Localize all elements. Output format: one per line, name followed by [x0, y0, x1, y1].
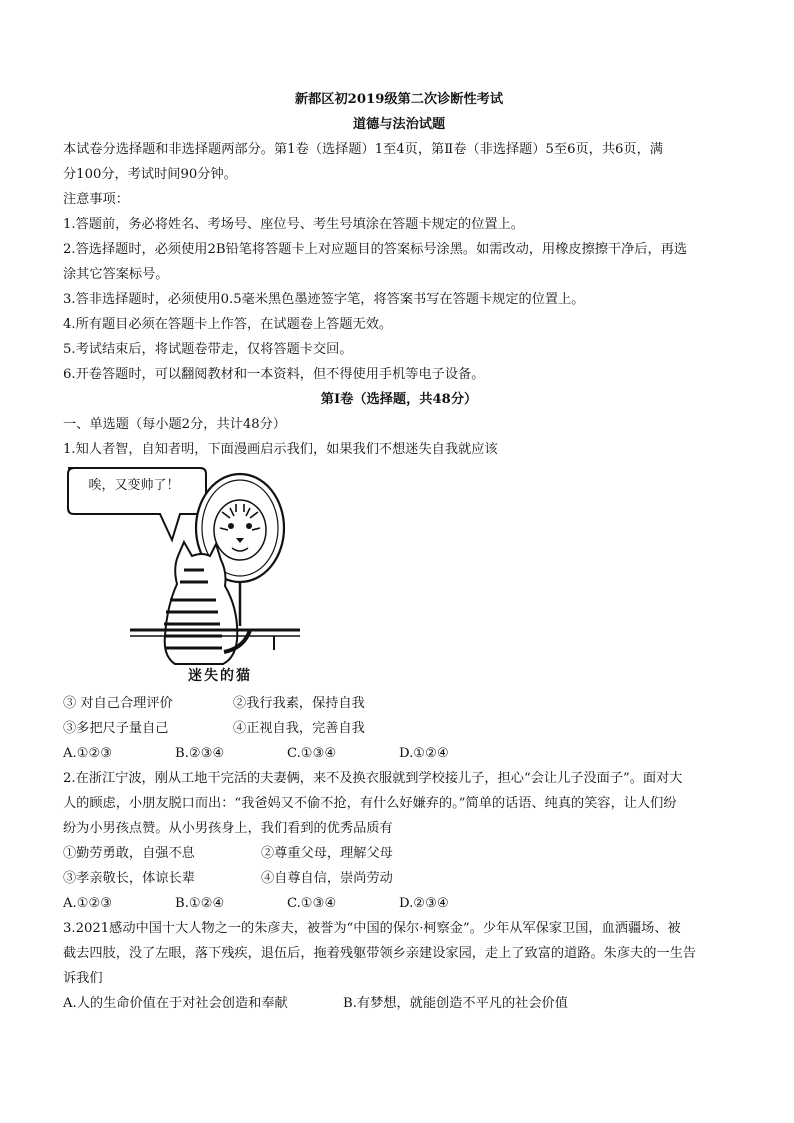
q2-line-3: 纷为小男孩点赞。从小男孩身上，我们看到的优秀品质有: [63, 821, 393, 836]
note-3: 3.答非选择题时，必须使用0.5毫米黑色墨迹签字笔，将答案书写在答题卡规定的位置上。: [63, 292, 585, 307]
q3-line-3: 诉我们: [63, 971, 103, 986]
q3-option-b: B.有梦想，就能创造不平凡的社会价值: [343, 996, 568, 1011]
q2-statement-4: ④自尊自信，崇尚劳动: [261, 871, 393, 886]
q1-statement-2: ②我行我素，保持自我: [233, 696, 365, 711]
note-6: 6.开卷答题时，可以翻阅教材和一本资料，但不得使用手机等电子设备。: [63, 367, 485, 382]
question-type: 一、单选题（每小题2分，共计48分）: [63, 417, 286, 432]
q1-statement-3: ③多把尺子量自己: [63, 721, 169, 736]
subject-title: 道德与法治试题: [352, 117, 446, 132]
intro-line-1: 本试卷分选择题和非选择题两部分。第1卷（选择题）1至4页，第Ⅱ卷（非选择题）5至6页，共6页，满: [63, 142, 663, 157]
q2-statement-1: ①勤劳勇敢，自强不息: [63, 846, 195, 861]
exam-title: 新都区初2019级第二次诊断性考试: [294, 92, 504, 107]
q1-option-c: C.①③④: [287, 746, 337, 761]
q2-option-d: D.②③④: [399, 896, 449, 911]
q3-option-a: A.人的生命价值在于对社会创造和奉献: [63, 996, 288, 1011]
q1-stem: 1.知人者智，自知者明，下面漫画启示我们，如果我们不想迷失自我就应该: [63, 442, 498, 457]
q1-statement-4: ④正视自我，完善自我: [233, 721, 365, 736]
lost-cat-comic: [60, 460, 300, 692]
comic-caption: 迷失的猫: [188, 668, 252, 684]
q3-line-1: 3.2021感动中国十大人物之一的朱彦夫，被誉为“中国的保尔·柯察金”。少年从军保家卫国，血洒疆场、被: [63, 921, 681, 936]
note-5: 5.考试结束后，将试题卷带走，仅将答题卡交回。: [63, 342, 353, 357]
section-title: 第Ⅰ卷（选择题，共48分）: [320, 392, 478, 407]
note-4: 4.所有题目必须在答题卡上作答，在试题卷上答题无效。: [63, 317, 393, 332]
comic-drawing: [60, 460, 300, 692]
note-2a: 2.答选择题时，必须使用2B铅笔将答题卡上对应题目的答案标号涂黑。如需改动，用橡皮擦擦干净后，再选: [63, 242, 688, 257]
q2-option-c: C.①③④: [287, 896, 337, 911]
note-1: 1.答题前，务必将姓名、考场号、座位号、考生号填涂在答题卡规定的位置上。: [63, 217, 524, 232]
q2-option-b: B.①②④: [175, 896, 225, 911]
comic-speech-bubble: 唉，又变帅了！: [88, 478, 180, 493]
q1-statement-1: ③ 对自己合理评价: [63, 696, 173, 711]
q1-option-a: A.①②③: [63, 746, 113, 761]
q2-option-a: A.①②③: [63, 896, 113, 911]
q2-line-1: 2.在浙江宁波，刚从工地干完活的夫妻俩，来不及换衣服就到学校接儿子，担心“会让儿子没面子”。面对大: [63, 771, 683, 786]
q2-statement-2: ②尊重父母，理解父母: [261, 846, 393, 861]
q1-option-b: B.②③④: [175, 746, 225, 761]
q3-line-2: 截去四肢，没了左眼，落下残疾，退伍后，拖着残躯带领乡亲建设家园，走上了致富的道路。朱彦夫的一生告: [63, 946, 696, 961]
q1-option-d: D.①②④: [399, 746, 449, 761]
intro-line-2: 分100分，考试时间90分钟。: [63, 167, 237, 182]
notes-heading: 注意事项：: [63, 192, 129, 207]
q2-line-2: 人的顾虑，小朋友脱口而出：“我爸妈又不偷不抢，有什么好嫌弃的。”简单的话语、纯真的笑容，让人们纷: [63, 796, 677, 811]
note-2b: 涂其它答案标号。: [63, 267, 169, 282]
q2-statement-3: ③孝亲敬长，体谅长辈: [63, 871, 195, 886]
